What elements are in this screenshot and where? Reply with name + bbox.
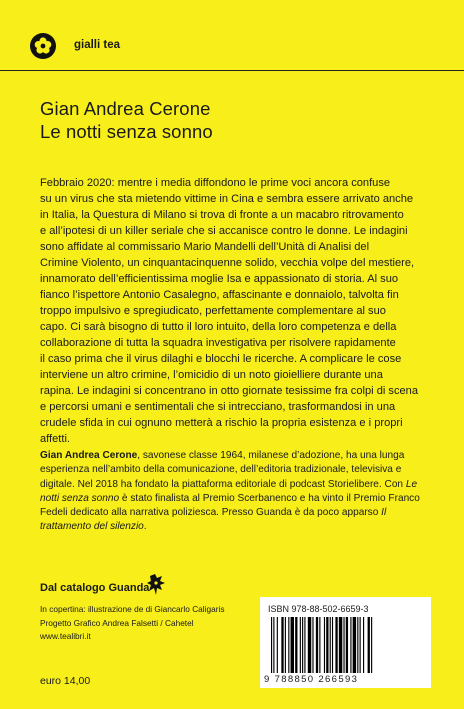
tea-flower-logo-icon <box>30 33 56 59</box>
series-name: gialli tea <box>74 39 121 51</box>
author-bio <box>40 449 435 535</box>
cover-credit: In copertina: illustrazione de di Giancarlo Caligaris <box>40 604 225 614</box>
isbn-label: ISBN 978-88-502-6659-3 <box>268 604 369 614</box>
bio-text-1: , savonese classe 1964, milanese d’adozione, ha una lunga esperienza nell’ambito della comunicazione, dell’editoria tradizionale, televisiva e digitale. Nel 2018 ha fondato la piattaforma editoriale di podcast Storielibere. Con <box>40 450 406 490</box>
credits <box>40 603 224 644</box>
bio-author-name: Gian Andrea Cerone <box>40 450 138 461</box>
bio-book-2: Il trattamento del silenzio <box>40 507 387 533</box>
isbn-box <box>260 597 431 688</box>
header <box>0 0 464 70</box>
barcode-digits: 9 788850 266593 <box>264 674 359 685</box>
guanda-dragon-icon <box>146 573 166 597</box>
bio-book-1: Le notti senza sonno <box>40 478 418 504</box>
price: euro 14,00 <box>40 675 91 687</box>
header-divider <box>0 70 464 71</box>
bio-text-2: è stato finalista al Premio Scerbanenco e ha vinto il Premio Franco Fedeli dedicato alla narrativa poliziesca. Presso Guanda è da poco apparso <box>40 492 420 519</box>
barcode-icon <box>268 617 423 673</box>
design-credit: Progetto Grafico Andrea Falsetti / Cahetel <box>40 617 194 628</box>
catalog-label: Dal catalogo Guanda <box>40 582 150 594</box>
bio-text-3: . <box>143 521 147 533</box>
author-name: Gian Andrea Cerone <box>40 98 211 119</box>
book-synopsis: Febbraio 2020: mentre i media diffondono le prime voci ancora confuse su un virus che sta mietendo vittime in Cina e sembra essere arrivato anche in Italia, la Questura di Milano si trova di fronte a un macabro ritrovamento e all’ipotesi di un killer seriale che si accanisce contro le donne. Le indagini sono affidate al commissario Mario Mandelli dell’Unità di Analisi del Crimine Violento, un cinquantacinquenne solido, vecchia volpe del mestiere, innamorato dell’efficientissima moglie Isa e appassionato di storia. Al suo fianco l’ispettore Antonio Casalegno, affascinante e donnaiolo, talvolta fin troppo impulsivo e spregiudicato, perfettamente complementare al suo capo. Ci sarà bisogno di tutto il loro intuito, della loro competenza e della collaborazione di tutta la squadra investigativa per risolvere rapidamente il caso prima che il virus dilaghi e blocchi le ricerche. A complicare le cose interviene un altro crimine, l’omicidio di un noto gioielliere durante una rapina. Le indagini si concentrano in otto giornate tesissime fra colpi di scena e percorsi umani e sentimentali che si intrecciano, trasformandosi in una crudele sfida in cui ognuno metterà a rischio la propria esistenza e i propri affetti. <box>40 177 419 445</box>
book-title: Le notti senza sonno <box>40 121 213 142</box>
website-link[interactable]: www.tealibri.it <box>40 631 91 641</box>
